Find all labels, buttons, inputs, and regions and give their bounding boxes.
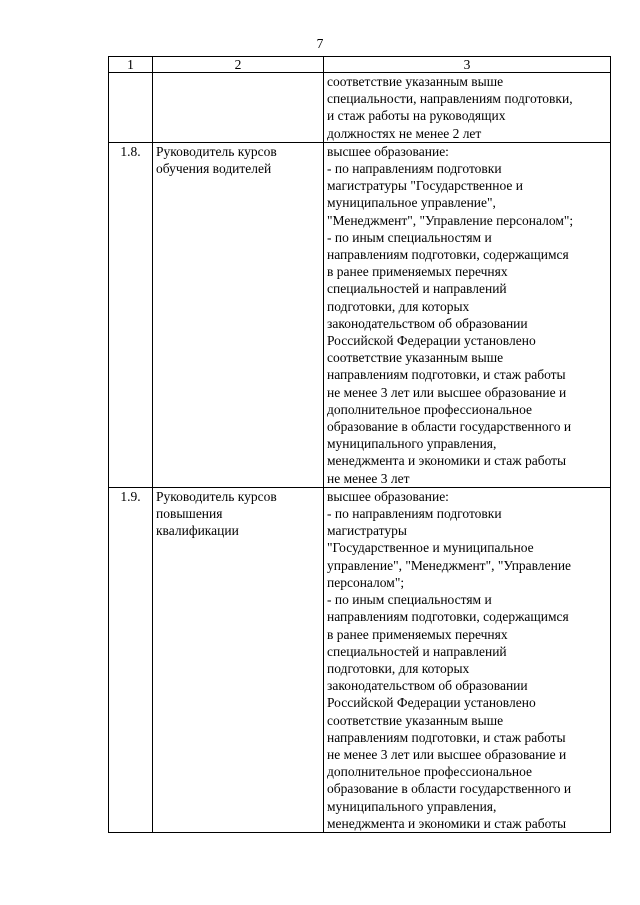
requirement-line: магистратуры (327, 523, 407, 539)
requirement-line: соответствие указанным выше (327, 350, 504, 366)
requirement-line: персоналом"; (327, 574, 405, 590)
requirements-cell (324, 487, 611, 832)
requirement-line: не менее 3 лет (327, 470, 410, 486)
requirement-line: и стаж работы на руководящих (327, 108, 506, 124)
position-name-cell (153, 142, 324, 487)
requirement-line: направлениям подготовки, и стаж работы (327, 367, 566, 383)
requirement-line: специальностей и направлений (327, 281, 507, 297)
position-name-line: Руководитель курсов (156, 488, 277, 504)
requirement-line: магистратуры "Государственное и (327, 178, 523, 194)
requirement-line: законодательством об образовании (327, 678, 528, 694)
requirement-line: дополнительное профессиональное (327, 764, 533, 780)
requirement-line: образование в области государственного и (327, 781, 572, 797)
table-body (109, 73, 611, 833)
requirement-line: специальности, направлениям подготовки, (327, 91, 573, 107)
requirement-line: направлениям подготовки, содержащимся (327, 609, 569, 625)
position-name-line: повышения (156, 506, 223, 522)
requirement-line: менеджмента и экономики и стаж работы (327, 453, 567, 469)
table-row (109, 142, 611, 487)
requirement-line: - по направлениям подготовки (327, 161, 502, 177)
requirement-line: - по иным специальностям и (327, 592, 492, 608)
requirement-line: в ранее применяемых перечнях (327, 626, 508, 642)
requirement-line: подготовки, для которых (327, 660, 470, 676)
requirement-line: муниципального управления, (327, 798, 497, 814)
page-number: 7 (316, 36, 324, 51)
row-number-cell: 1.9. (109, 487, 153, 832)
requirement-line: дополнительное профессиональное (327, 401, 533, 417)
position-name-cell (153, 73, 324, 143)
requirement-line: Российской Федерации установлено (327, 333, 536, 349)
requirement-line: муниципальное управление", (327, 195, 496, 211)
row-number-cell (109, 73, 153, 143)
requirement-line: в ранее применяемых перечнях (327, 264, 508, 280)
table-row (109, 487, 611, 832)
requirement-line: менеджмента и экономики и стаж работы (327, 815, 567, 831)
requirement-line: - по направлениям подготовки (327, 506, 502, 522)
requirement-line: специальностей и направлений (327, 643, 507, 659)
requirement-line: образование в области государственного и (327, 419, 572, 435)
requirement-line: муниципального управления, (327, 436, 497, 452)
requirement-line: "Менеджмент", "Управление персоналом"; (327, 212, 574, 228)
requirement-line: направлениям подготовки, содержащимся (327, 247, 569, 263)
requirement-line: подготовки, для которых (327, 298, 470, 314)
requirements-cell (324, 73, 611, 143)
requirement-line: соответствие указанным выше (327, 74, 504, 89)
requirement-line: не менее 3 лет или высшее образование и (327, 384, 567, 400)
column-header-3: 3 (324, 57, 611, 73)
requirement-line: не менее 3 лет или высшее образование и (327, 746, 567, 762)
row-number-cell: 1.8. (109, 142, 153, 487)
requirement-line: высшее образование: (327, 143, 449, 159)
requirements-cell (324, 142, 611, 487)
column-header-1: 1 (109, 57, 153, 73)
requirement-line: соответствие указанным выше (327, 712, 504, 728)
position-name-line: обучения водителей (156, 161, 272, 177)
position-name-cell (153, 487, 324, 832)
position-name-line: Руководитель курсов (156, 143, 277, 159)
requirement-line: законодательством об образовании (327, 315, 528, 331)
requirement-line: "Государственное и муниципальное (327, 540, 534, 556)
column-header-2: 2 (153, 57, 324, 73)
requirement-line: Российской Федерации установлено (327, 695, 536, 711)
requirement-line: - по иным специальностям и (327, 229, 492, 245)
position-name-line: квалификации (156, 523, 239, 539)
qualification-table (108, 56, 611, 833)
table-header-row (109, 57, 611, 73)
table-row (109, 73, 611, 143)
requirement-line: высшее образование: (327, 488, 449, 504)
requirement-line: должностях не менее 2 лет (327, 125, 482, 141)
requirement-line: управление", "Менеджмент", "Управление (327, 557, 572, 573)
requirement-line: направлениям подготовки, и стаж работы (327, 729, 566, 745)
